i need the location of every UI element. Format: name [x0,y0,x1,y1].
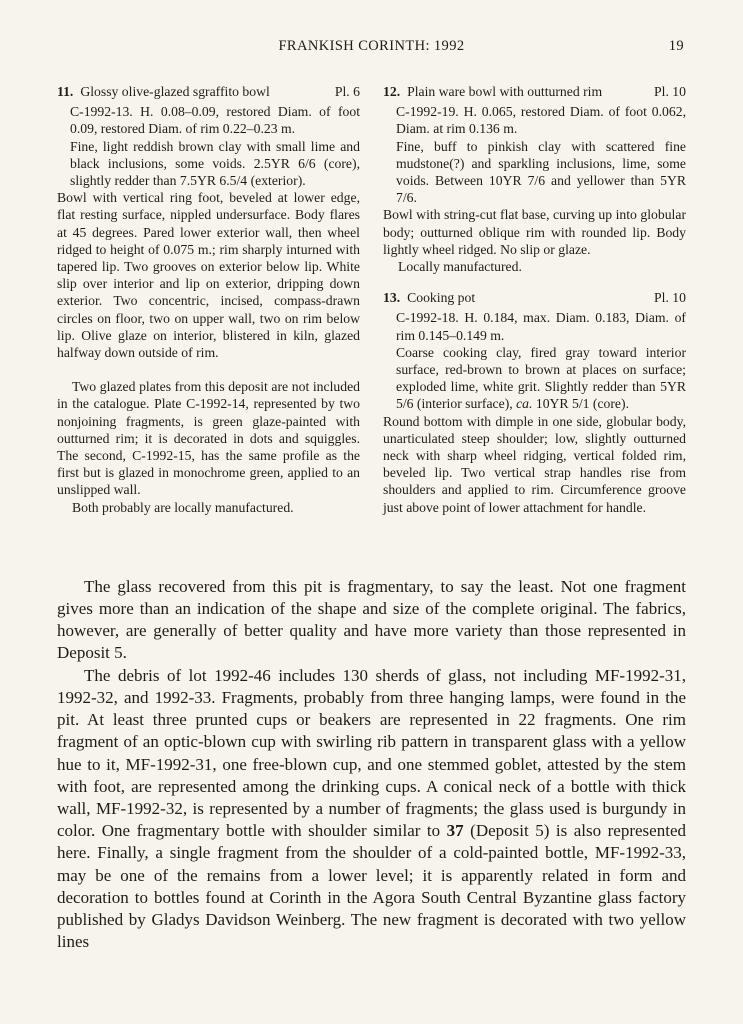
fabric-paragraph: Fine, light reddish brown clay with small lime and black inclusions, some voids. 2.5YR 6/6 (core), slightly redder than 7.5YR 6.5/4 (exterior). [70,138,360,189]
circa-abbreviation: ca. [516,396,533,412]
plate-reference: Pl. 6 [334,84,360,99]
fabric-paragraph: Fine, buff to pinkish clay with scattered fine mudstone(?) and sparkling inclusions, lime, some voids. Between 10YR 7/6 and yellower than 5YR 7/6. [396,138,686,206]
paragraph [57,665,686,954]
description-paragraph: Bowl with vertical ring foot, beveled at lower edge, flat resting surface, nippled undersurface. Body flares at 45 degrees. Pared lower exterior wall, then wheel ridged to height of 0.075 m.; rim sharply inturned with tapered lip. Two grooves on exterior below lip. White slip over interior and lip on exterior, dripping down exterior. Two concentric, incised, compass-drawn circles on floor, two on upper wall, two on rim below lip. Olive glaze on interior, blistered in kiln, glazed halfway down outside of rim. [57,190,360,361]
page-number: 19 [668,38,684,54]
left-column [57,83,360,516]
running-title: FRANKISH CORINTH: 1992 [278,38,465,54]
note-paragraph: Two glazed plates from this deposit are not included in the catalogue. Plate C-1992-14, represented by two nonjoining fragments, is green glaze-painted with outturned rim; it is decorated in dots and squiggles. The second, C-1992-15, has the same profile as the first but is glazed in monochrome green, applied to an unslipped wall. [57,379,360,498]
entry-number: 12. [383,84,401,99]
paragraph-text: (Deposit 5) is also represented here. Finally, a single fragment from the shoulder of a cold-painted bottle, MF-1992-33, may be one of the remains from a lower level; it is apparently related in form and decoration to bottles found at Corinth in the Agora South Central Byzantine glass factory published by Gladys Davidson Weinberg. The new fragment is decorated with two yellow lines [57,821,686,952]
fabric-text: Coarse cooking clay, fired gray toward interior surface, red-brown to brown at places on surface; exploded lime, white grit. Slightly redder than 5YR 5/6 (interior surface), [396,344,686,412]
entry-title: Glossy olive-glazed sgraffito bowl [80,84,270,99]
description-paragraph: Bowl with string-cut flat base, curving up into globular body; outturned oblique rim with rounded lip. Body lightly wheel ridged. No slip or glaze. [383,207,686,257]
catalogue-entry-11 [57,83,360,516]
entry-title: Cooking pot [407,290,476,306]
catalogue-entry-13 [383,289,686,516]
dimensions-paragraph: C-1992-13. H. 0.08–0.09, restored Diam. of foot 0.09, restored Diam. of rim 0.22–0.23 m. [70,104,360,137]
catalogue-columns [57,83,686,516]
entry-number: 13. [383,290,401,306]
description-paragraph: Round bottom with dimple in one side, globular body, unarticulated steep shoulder; low, slightly outturned neck with sharp wheel ridging, vertical folded rim, beveled lip. Two vertical strap handles rise from shoulders and applied to rim. Circumference groove just above point of lower attachment for handle. [383,413,686,515]
catalogue-number-reference: 37 [446,821,464,841]
dimensions-paragraph: C-1992-18. H. 0.184, max. Diam. 0.183, Diam. of rim 0.145–0.149 m. [396,310,686,343]
paragraph: The glass recovered from this pit is fragmentary, to say the least. Not one fragment gives more than an indication of the shape and size of the complete original. The fabrics, however, are generally of better quality and have more variety than those represented in Deposit 5. [57,576,686,663]
note-paragraph: Locally manufactured. [398,259,522,275]
entry-title: Plain ware bowl with outturned rim [407,84,603,99]
paragraph-text: The debris of lot 1992-46 includes 130 sherds of glass, not including MF-1992-31, 1992-32, and 1992-33. Fragments, probably from three hanging lamps, were found in the pit. At least three prunted cups or beakers are represented in 22 fragments. One rim fragment of an optic-blown cup with swirling rib pattern in transparent glass with a yellow hue to it, MF-1992-31, one free-blown cup, and one stemmed goblet, attested by the stem with foot, are represented among the drinking cups. A conical neck of a bottle with thick wall, MF-1992-32, is represented by a number of fragments; the glass used is burgundy in color. One fragmentary bottle with shoulder similar to [57,665,686,841]
note-paragraph: Both probably are locally manufactured. [72,499,294,515]
glass-discussion-section [57,576,686,953]
entry-heading [57,83,360,100]
fabric-text: 10YR 5/1 (core). [532,396,629,412]
catalogue-entry-12 [383,83,686,275]
plate-reference: Pl. 10 [654,84,686,99]
right-column [383,83,686,516]
entry-heading [383,83,686,100]
fabric-paragraph [396,344,686,413]
entry-number: 11. [57,84,74,99]
plate-reference: Pl. 10 [654,290,686,306]
dimensions-paragraph: C-1992-19. H. 0.065, restored Diam. of foot 0.062, Diam. at rim 0.136 m. [396,104,686,137]
page-header [57,38,686,55]
entry-heading [383,289,686,306]
